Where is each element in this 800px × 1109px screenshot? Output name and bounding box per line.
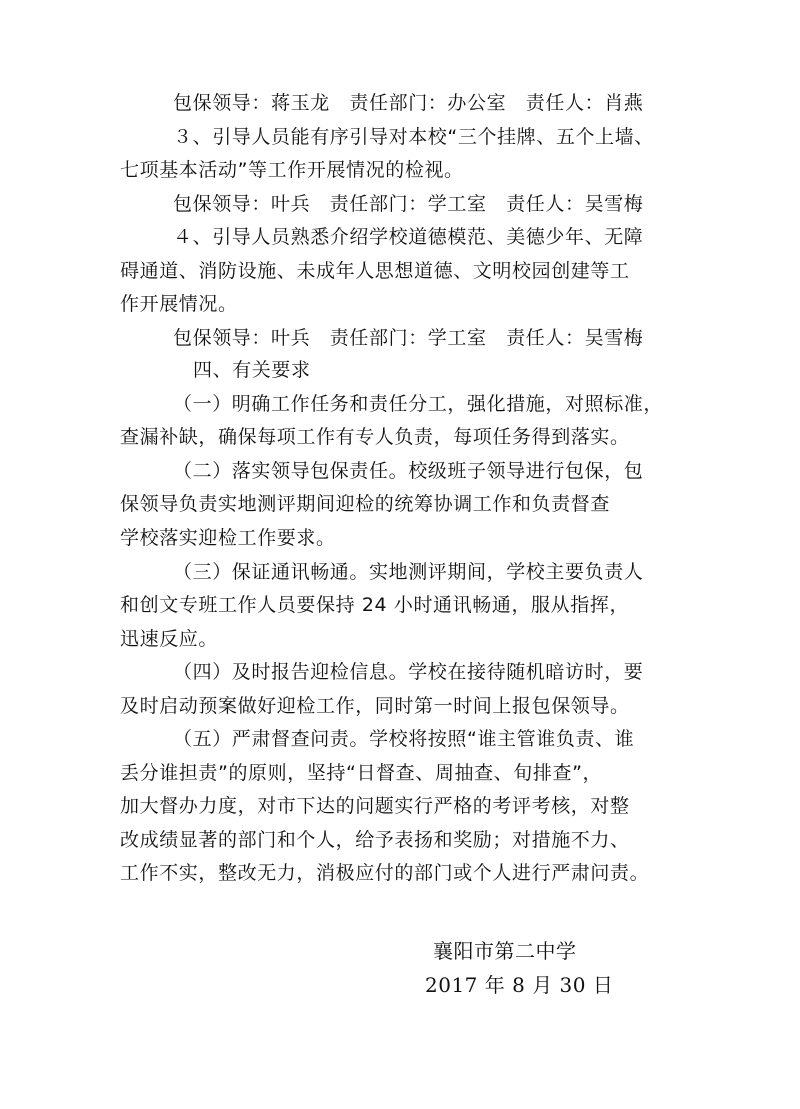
signature-organization: 襄阳市第二中学 — [433, 939, 577, 963]
text-line: （四）及时报告迎检信息。学校在接待随机暗访时，要 — [173, 661, 644, 683]
text-line: ３、引导人员能有序引导对本校“三个挂牌、五个上墙、 — [173, 126, 654, 148]
text-line: 七项基本活动”等工作开展情况的检视。 — [120, 159, 464, 181]
text-line: 查漏补缺，确保每项工作有专人负责，每项任务得到落实。 — [120, 426, 630, 448]
text-line: 和创文专班工作人员要保持 24 小时通讯畅通，服从指挥， — [120, 594, 630, 616]
text-line: （五）严肃督查问责。学校将按照“谁主管谁负责、谁 — [173, 728, 635, 750]
text-line: 丢分谁担责”的原则，坚持“日督查、周抽查、旬排查”， — [120, 762, 603, 784]
text-line: 保领导负责实地测评期间迎检的统筹协调工作和负责督查 — [120, 493, 611, 515]
text-line: （三）保证通讯畅通。实地测评期间，学校主要负责人 — [173, 561, 644, 583]
text-line: 包保领导：叶兵 责任部门：学工室 责任人：吴雪梅 — [173, 327, 644, 349]
text-line: 改成绩显著的部门和个人，给予表扬和奖励；对措施不力、 — [120, 829, 630, 851]
text-line: （一）明确工作任务和责任分工，强化措施，对照标准， — [173, 393, 664, 415]
text-line: 包保领导：叶兵 责任部门：学工室 责任人：吴雪梅 — [173, 193, 644, 215]
text-line: 碍通道、消防设施、未成年人思想道德、文明校园创建等工 — [120, 260, 630, 282]
text-line: 加大督办力度，对市下达的问题实行严格的考评考核，对整 — [120, 795, 630, 817]
text-line: 包保领导：蒋玉龙 责任部门：办公室 责任人：肖燕 — [173, 92, 644, 114]
text-line: 工作不实，整改无力，消极应付的部门或个人进行严肃问责。 — [120, 862, 650, 884]
text-line: 学校落实迎检工作要求。 — [120, 527, 336, 549]
text-line: 及时启动预案做好迎检工作，同时第一时间上报包保领导。 — [120, 695, 630, 717]
signature-date: 2017 年 8 月 30 日 — [425, 973, 614, 997]
text-line: 迅速反应。 — [120, 628, 219, 650]
text-line: ４、引导人员熟悉介绍学校道德模范、美德少年、无障 — [173, 226, 644, 248]
text-line: （二）落实领导包保责任。校级班子领导进行包保，包 — [173, 460, 644, 482]
text-line: 作开展情况。 — [120, 293, 238, 315]
section-heading: 四、有关要求 — [193, 359, 311, 381]
